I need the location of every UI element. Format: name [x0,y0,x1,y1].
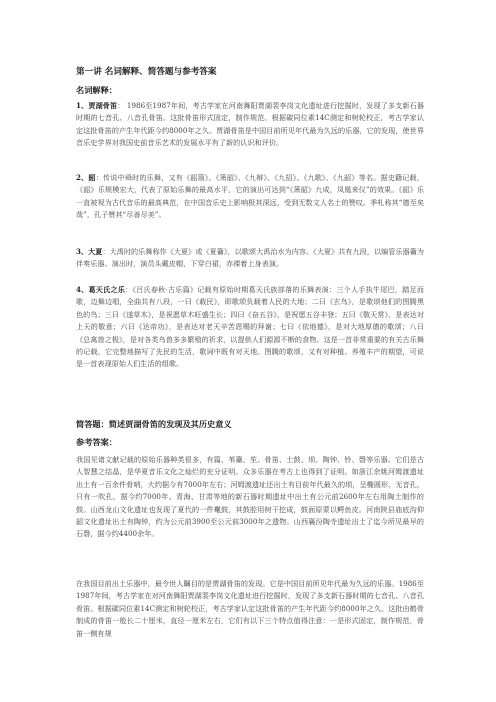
item-number: 1、 [76,101,89,110]
term-item-jiahu [76,100,424,150]
item-term: 韶 [88,173,96,182]
section-title-terms: 名词解释： [76,85,117,95]
term-item-daxia [76,246,424,271]
item-text: ： 1986至1987年间，考古学家在河南舞阳贾湖裴李岗文化遗址进行挖掘时，发现了多支新石器时期的七音孔、八音孔骨笛。这批骨笛形式固定，制作规范。根据碳同位素14C测定和树轮校正，考古学家认定这批骨笛的产生年代距今约8000年之久。贾湖骨笛是中国目前所见年代最为久远的乐器，它的发现，使世界音乐史学界对我国史前音乐艺术的发展水平有了新的认识和评价。 [76,101,424,148]
section-title-answer: 参考答案： [76,437,117,447]
term-item-getianshi [76,284,424,371]
item-text: ：大禹时的乐舞称作《大夏》或《夏籥》，以歌颂大禹治水为内容。《大夏》共有九段，以编管乐器籥为伴奏乐器。演出时，演员头戴皮帽，下穿白裙，赤裸着上身表演。 [76,247,424,269]
item-term: 贾湖骨笛 [88,101,118,110]
section-title-question: 简答题：简述贾湖骨笛的发现及其历史意义 [76,419,232,429]
item-number: 3、 [76,247,89,256]
answer-paragraph-2: 在我国目前出土乐器中，最令世人瞩目的是贾湖骨笛的发现。它是中国目前所见年代最为久远的乐器。1986至1987年间，考古学家在对河南舞阳贾湖裴李岗文化遗址进行挖掘时，发现了多支新石器时期的七音孔、八音孔骨笛。根据碳同位素14C测定和树轮校正，考古学家认定这批骨笛的产生年代距今约8000年之久。这批由鹤骨制成的骨笛一般长二十厘米，直径一厘米左右，它们有以下三个特点值得注意：一是形式固定，制作规范，骨笛一侧有规 [76,579,424,638]
item-number: 4、 [76,285,89,294]
page-title: 第一讲 名词解释、简答题与参考答案 [76,67,217,77]
item-number: 2、 [76,173,89,182]
item-text: ：传说中舜时的乐舞，又有《韶箾》、《箫韶》、《九辩》、《九招》、《九歌》、《九韶》等名。据史籍记载，《韶》乐规模宏大，代表了原始乐舞的最高水平，它的演出可达到“《箫韶》九成，凤凰来仪”的效果。《韶》乐一直被视为古代音乐的最高典范，在中国音乐史上影响极其深远，受到无数文人名士的赞叹。季札称其“德至矣哉”，孔子赞其“尽善尽美”。 [76,173,424,220]
term-item-shao [76,172,424,222]
item-term: 大夏 [88,247,103,256]
item-term: 葛天氏之乐 [88,285,126,294]
answer-paragraph-1: 我国见诸文献记载的原始乐器种类很多，有篇、苇籥、笙、骨笛、土鼓、埙、陶钟、铃、磬等乐器。它们是古人智慧之结晶，是华夏音乐文化之灿烂的充分证明。众多乐器在考古上也得到了证明。如浙江余姚河姆渡遗址出土有一百余件骨哨，大约据今有7000年左右；河姆渡遗址还出土有目前年代最久的埙，呈椭圆形，无音孔，只有一吹孔，据今约7000年。青海、甘肃等地的新石器时期遗址中出土有公元前2600年左右用陶土制作的鼓。山西龙山文化遗址也发现了夏代的一件鼍鼓，其鼓腔用树干挖成，鼓面原蒙以鳄鱼皮。河南陕县庙底沟仰韶文化遗址出土有陶钟，约为公元前3900至公元前3000年之遗物。山西襄汾陶寺遗址出土了迄今所见最早的石磬，据今约4400余年。 [76,455,424,539]
item-text: ：《吕氏春秋·古乐篇》记载有原始时期葛天氏族部落的乐舞表演：三个人手执牛尾巴，踏足而歌，边舞边唱，全曲共有八段，一曰《载民》，即歌颂负载着人民的大地；二曰《玄鸟》，是歌颂他们的图腾黑色的鸟；三曰《遂草木》，是祝愿草木旺盛生长；四曰《奋五谷》，是祝愿五谷丰登；五曰《敬天常》，是表达对上天的敬意；六曰《达帝功》，是表达对老天辛苦恩赐的拜谢；七曰《依地德》，是对大地厚德的歌颂；八曰《总禽兽之极》，是对各类鸟兽多多繁殖的祈求，以提供人们源源不断的食物。这是一首非常重要的有关古乐舞的记载，它完整地描写了先民的生活，歌词中既有对天地、图腾的歌颂，又有对种植、养殖丰产的期望，可说是一首表现原始人们生活的组歌。 [76,285,424,369]
